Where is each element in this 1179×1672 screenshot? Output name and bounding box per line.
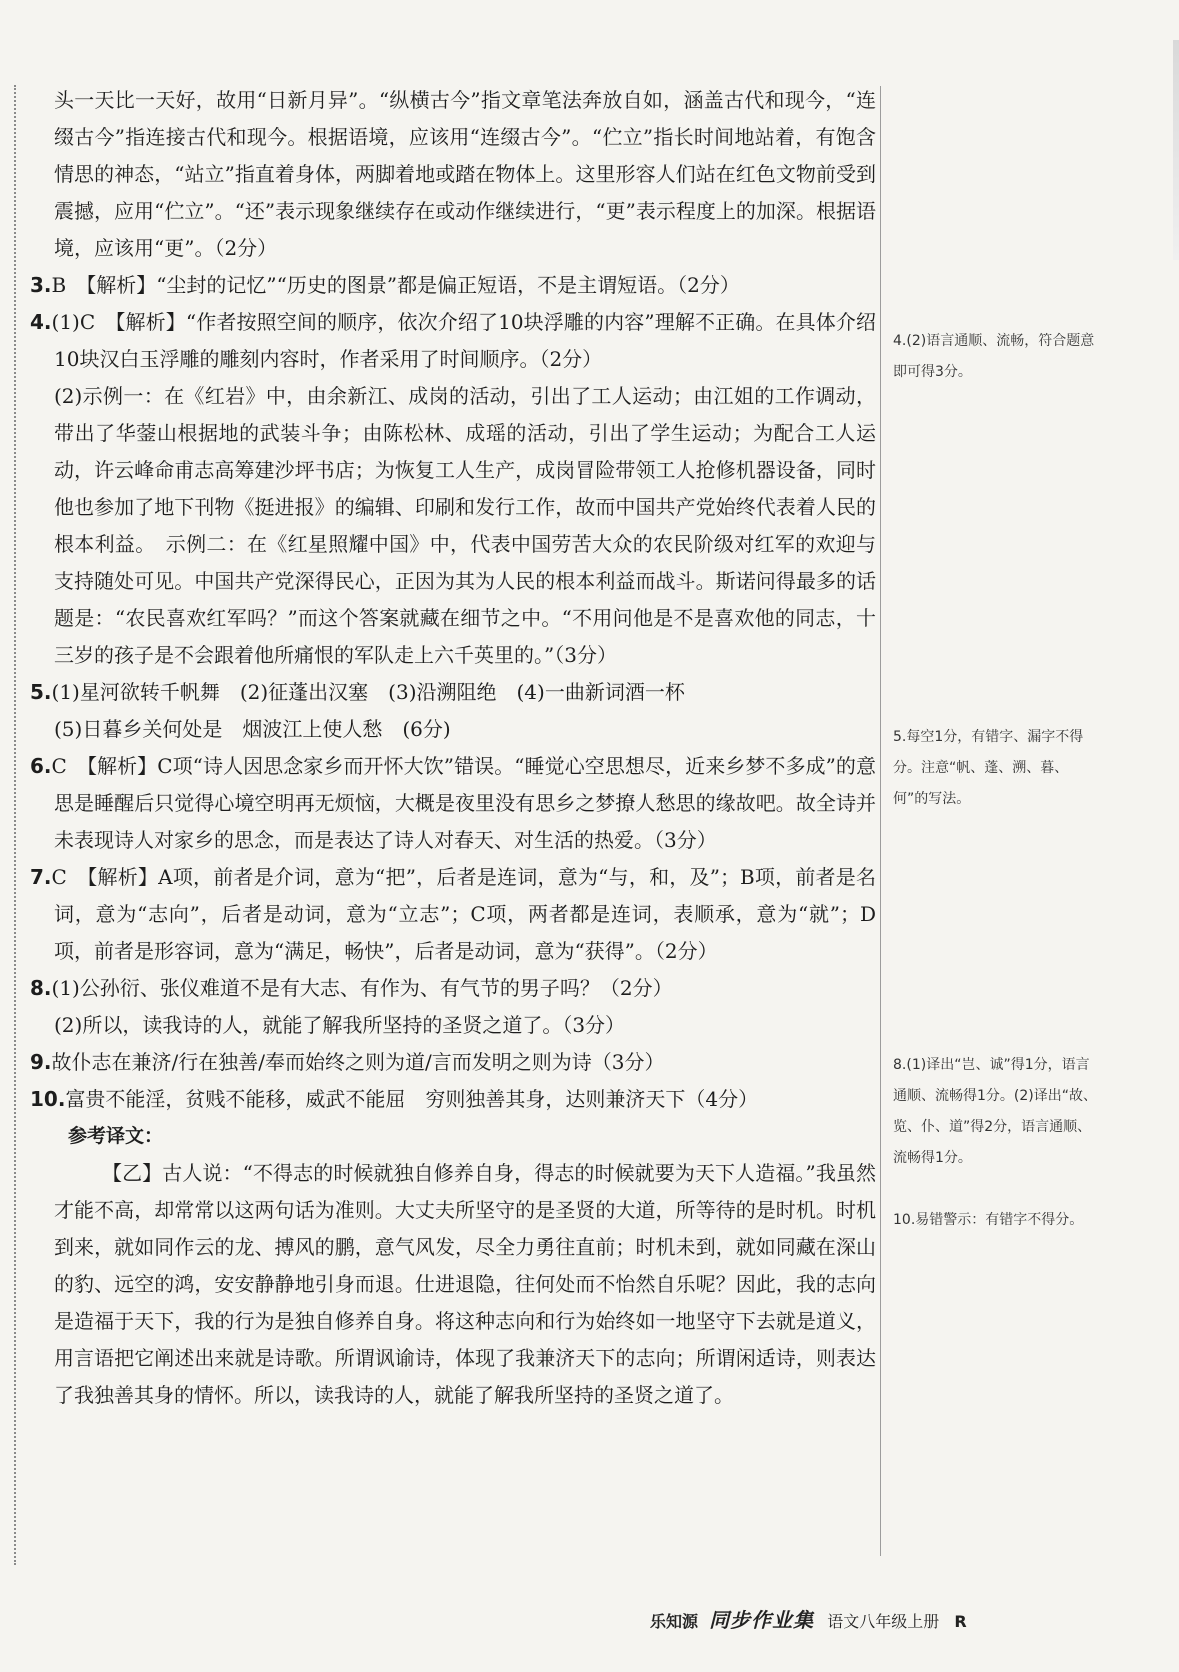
answer-paragraph bbox=[30, 82, 876, 267]
binding-margin-rule bbox=[14, 85, 16, 1565]
answer-paragraph bbox=[30, 859, 876, 970]
page-footer bbox=[650, 1604, 967, 1634]
scoring-note: 5.每空1分，有错字、漏字不得分。注意“帆、蓬、溯、暮、何”的写法。 bbox=[893, 729, 1084, 807]
reference-translation-title: 参考译文： bbox=[68, 1125, 164, 1147]
answer-text: (1)公孙衍、张仪难道不是有大志、有作为、有气节的男子吗？（2分） bbox=[51, 976, 673, 1000]
answer-text: (2)示例一：在《红岩》中，由余新江、成岗的活动，引出了工人运动；由江姐的工作调动，带出了华蓥山根据地的武装斗争；由陈松林、成瑶的活动，引出了学生运动；为配合工人运动，许云峰命甫志高筹建沙坪书店；为恢复工人生产，成岗冒险带领工人抢修机器设备，同时他也参加了地下刊物《挺进报》的编辑、印刷和发行工作，故而中国共产党始终代表着人民的根本利益。 示例二：在《红星照耀中国》中，代表中国劳苦大众的农民阶级对红军的欢迎与支持随处可见。中国共产党深得民心，正因为其为人民的根本利益而战斗。斯诺问得最多的话题是：“农民喜欢红军吗？”而这个答案就藏在细节之中。“不用问他是不是喜欢他的同志，十三岁的孩子是不会跟着他所痛恨的军队走上六千英里的。”（3分） bbox=[54, 384, 876, 667]
answer-text: (1)C 【解析】“作者按照空间的顺序，依次介绍了10块浮雕的内容”理解不正确。在具体介绍10块汉白玉浮雕的雕刻内容时，作者采用了时间顺序。（2分） bbox=[51, 310, 876, 371]
answer-text: (5)日暮乡关何处是 烟波江上使人愁 (6分) bbox=[54, 717, 451, 741]
reference-translation-text: 【乙】古人说：“不得志的时候就独自修养自身，得志的时候就要为天下人造福。”我虽然才能不高，却常常以这两句话为准则。大丈夫所坚守的是圣贤的大道，所等待的是时机。时机到来，就如同作云的龙、搏风的鹏，意气风发，尽全力勇往直前；时机未到，就如同藏在深山的豹、远空的鸿，安安静静地引身而退。仕进退隐，往何处而不怡然自乐呢？因此，我的志向是造福于天下，我的行为是独自修养自身。将这种志向和行为始终如一地坚守下去就是道义，用言语把它阐述出来就是诗歌。所谓讽谕诗，体现了我兼济天下的志向；所谓闲适诗，则表达了我独善其身的情怀。所以，读我诗的人，就能了解我所坚持的圣贤之道了。 bbox=[54, 1161, 876, 1407]
answer-text: 头一天比一天好，故用“日新月异”。“纵横古今”指文章笔法奔放自如，涵盖古代和现今，“连缀古今”指连接古代和现今。根据语境，应该用“连缀古今”。“伫立”指长时间地站着，有饱含情思的神态，“站立”指直着身体，两脚着地或踏在物体上。这里形容人们站在红色文物前受到震撼，应用“伫立”。“还”表示现象继续存在或动作继续进行，“更”表示程度上的加深。根据语境，应该用“更”。（2分） bbox=[54, 88, 876, 260]
answer-paragraph bbox=[30, 970, 876, 1007]
answer-paragraph bbox=[30, 1044, 876, 1081]
answer-text: 富贵不能淫，贫贱不能移，威武不能屈 穷则独善其身，达则兼济天下（4分） bbox=[65, 1087, 759, 1111]
answer-paragraph bbox=[30, 748, 876, 859]
footer-edition: R bbox=[954, 1612, 967, 1631]
question-number: 6. bbox=[30, 754, 52, 778]
question-number: 4. bbox=[30, 310, 52, 334]
answer-text: (2)所以，读我诗的人，就能了解我所坚持的圣贤之道了。（3分） bbox=[54, 1013, 626, 1037]
footer-brand: 乐知源 bbox=[650, 1612, 699, 1631]
answer-paragraph bbox=[30, 1081, 876, 1118]
scoring-note: 8.(1)译出“岂、诚”得1分，语言通顺、流畅得1分。(2)译出“故、览、仆、道”得2分，语言通顺、流畅得1分。 bbox=[893, 1057, 1097, 1166]
question-number: 8. bbox=[30, 976, 52, 1000]
question-number: 5. bbox=[30, 680, 52, 704]
answer-paragraph bbox=[30, 304, 876, 378]
answer-column bbox=[30, 82, 876, 1414]
answer-text: C 【解析】C项“诗人因思念家乡而开怀大饮”错误。“睡觉心空思想尽，近来乡梦不多成”的意思是睡醒后只觉得心境空明再无烦恼，大概是夜里没有思乡之梦撩人愁思的缘故吧。故全诗并未表现诗人对家乡的思念，而是表达了诗人对春天、对生活的热爱。（3分） bbox=[51, 754, 876, 852]
question-number: 7. bbox=[30, 865, 52, 889]
answer-paragraph bbox=[30, 674, 876, 711]
scoring-note: 4.(2)语言通顺、流畅，符合题意即可得3分。 bbox=[893, 333, 1095, 380]
question-number: 9. bbox=[30, 1050, 52, 1074]
answer-paragraph bbox=[30, 711, 876, 748]
question-number: 3. bbox=[30, 273, 52, 297]
scan-edge-shadow bbox=[1173, 40, 1179, 260]
answer-paragraph bbox=[30, 267, 876, 304]
answer-text: (1)星河欲转千帆舞 (2)征蓬出汉塞 (3)沿溯阻绝 (4)一曲新词酒一杯 bbox=[51, 680, 685, 704]
question-number: 10. bbox=[30, 1087, 66, 1111]
answer-text: 故仆志在兼济/行在独善/奉而始终之则为道/言而发明之则为诗（3分） bbox=[51, 1050, 665, 1074]
answer-paragraph bbox=[30, 1007, 876, 1044]
answer-text: C 【解析】A项，前者是介词，意为“把”，后者是连词，意为“与，和，及”；B项，前者是名词，意为“志向”，后者是动词，意为“立志”；C项，两者都是连词，表顺承，意为“就”；D项，前者是形容词，意为“满足，畅快”，后者是动词，意为“获得”。（2分） bbox=[51, 865, 876, 963]
answer-paragraph bbox=[30, 378, 876, 674]
answer-text: B 【解析】“尘封的记忆”“历史的图景”都是偏正短语，不是主谓短语。（2分） bbox=[51, 273, 740, 297]
column-divider bbox=[880, 86, 881, 1556]
scoring-note: 10.易错警示：有错字不得分。 bbox=[893, 1212, 1084, 1228]
footer-subject: 语文八年级上册 bbox=[827, 1612, 940, 1631]
footer-series: 同步作业集 bbox=[709, 1608, 815, 1632]
